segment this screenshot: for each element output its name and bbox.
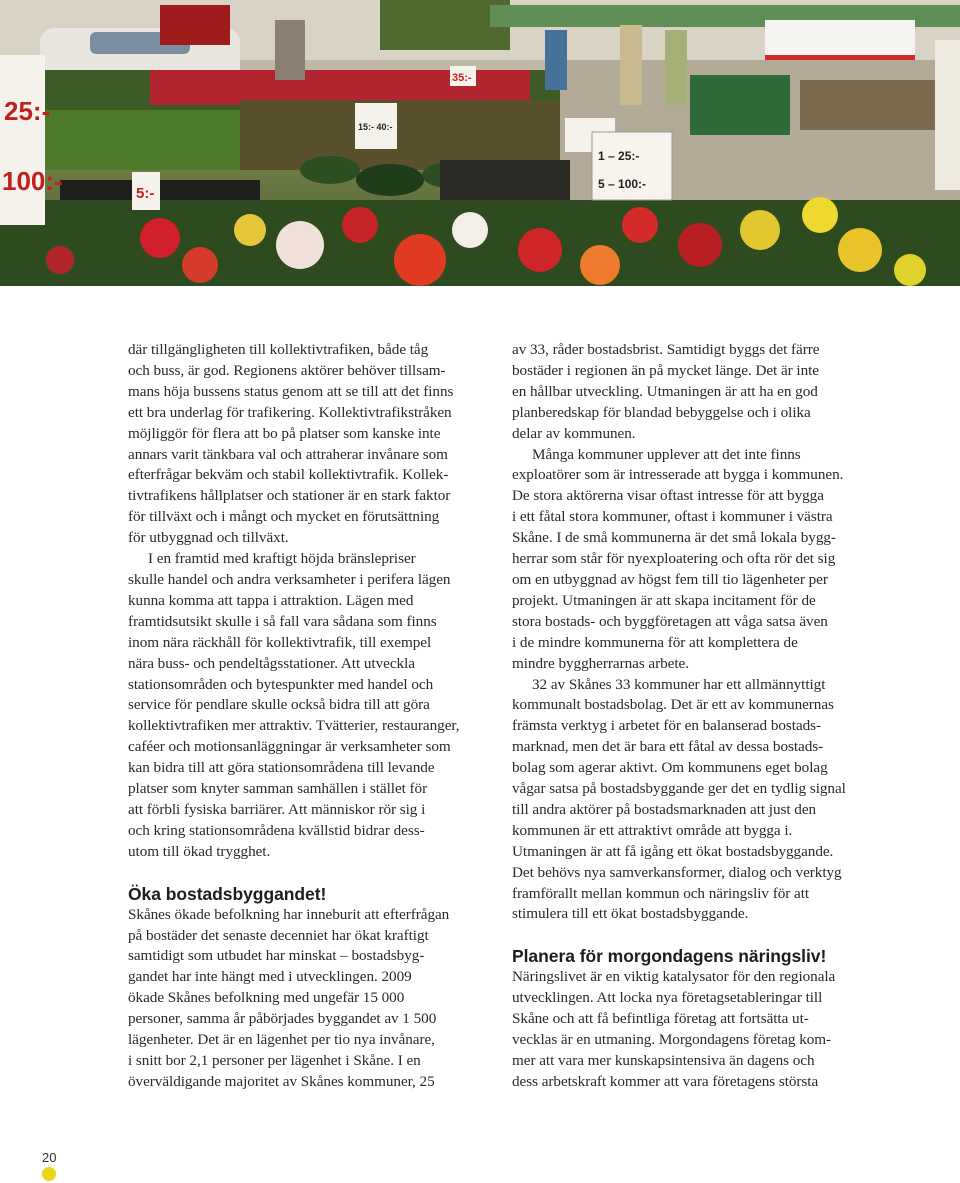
- text-line: Näringslivet är en viktig katalysator för den regionala: [512, 968, 836, 986]
- svg-text:100:-: 100:-: [2, 166, 63, 196]
- text-line: service för pendlare skulle också bidra till att göra: [128, 696, 430, 714]
- text-line: vecklas är en utmaning. Morgondagens företag kom-: [512, 1031, 832, 1049]
- text-line: kommunen är ett attraktivt område att bygga i.: [512, 821, 793, 839]
- text-line: nära buss- och pendeltågsstationer. Att utveckla: [128, 654, 415, 672]
- page-number: 20: [42, 1150, 57, 1165]
- text-line: i ett fåtal stora kommuner, oftast i kommuner i västra: [512, 508, 833, 526]
- svg-text:15:- 40:-: 15:- 40:-: [358, 122, 393, 132]
- text-line: Skåne. I de små kommunerna är det små lokala bygg-: [512, 529, 836, 547]
- text-line: stimulera till ett ökat bostadsbyggande.: [512, 905, 749, 923]
- text-line: stationsområden och bytespunkter med handel och: [128, 675, 434, 693]
- text-line: och buss, är god. Regionens aktörer behöver tillsam-: [128, 361, 446, 379]
- paragraph: [512, 675, 872, 926]
- text-line: skulle handel och andra verksamheter i perifera lägen: [128, 570, 451, 588]
- text-line: I en framtid med kraftigt höjda bränslepriser: [148, 550, 416, 568]
- text-line: exploatörer som är intresserade att bygga i kommunen.: [512, 466, 844, 484]
- text-line: där tillgängligheten till kollektivtrafiken, både tåg: [128, 341, 429, 358]
- text-line: framtidsutsikt skulle i så fall vara sådana som finns: [128, 612, 437, 630]
- text-line: projekt. Utmaningen är att skapa incitament för de: [512, 591, 816, 609]
- text-line: marknad, men det är bara ett fåtal av dessa bostads-: [512, 738, 824, 756]
- text-line: kunna komma att tappa i attraktion. Lägen med: [128, 591, 414, 609]
- section-heading: Öka bostadsbyggandet!: [128, 883, 327, 904]
- text-line: 32 av Skånes 33 kommuner har ett allmännyttigt: [532, 675, 826, 693]
- paragraph: [512, 967, 872, 1092]
- paragraph: [512, 340, 872, 445]
- accent-dot: [42, 1167, 56, 1181]
- text-line: att förbli fysiska barriärer. Att människor rör sig i: [128, 800, 426, 818]
- text-line: för utbyggnad och tillväxt.: [128, 529, 289, 547]
- text-line: Utmaningen är att få igång ett ökat bostadsbyggande.: [512, 842, 834, 860]
- text-line: Många kommuner upplever att det inte finns: [532, 445, 801, 463]
- text-line: annars varit tänkbara val och attraherar invånare som: [128, 445, 448, 463]
- svg-text:1 – 25:-: 1 – 25:-: [598, 149, 640, 163]
- section-heading: Planera för morgondagens näringsliv!: [512, 946, 827, 967]
- text-line: om en utbyggnad av högst fem till tio lägenheter per: [512, 570, 828, 588]
- market-photo: [0, 0, 960, 286]
- text-line: ett bra underlag för trafikering. Kollektivtrafikstråken: [128, 403, 452, 421]
- svg-text:5:-: 5:-: [136, 185, 155, 202]
- text-line: i de mindre kommunerna för att komplettera de: [512, 633, 798, 651]
- text-line: De stora aktörerna visar oftast intresse för att bygga: [512, 487, 824, 505]
- text-line: tivtrafikens hållplatser och stationer är en stark faktor: [128, 487, 451, 505]
- text-line: kollektivtrafiken mer attraktiv. Tvätterier, restauranger,: [128, 717, 460, 735]
- right-column: [512, 340, 872, 1093]
- text-line: kommunalt bostadsbolag. Det är ett av kommunernas: [512, 696, 834, 714]
- text-line: planberedskap för blandad bebyggelse och i olika: [512, 403, 811, 421]
- text-line: ökade Skånes befolkning med ungefär 15 000: [128, 989, 405, 1007]
- text-line: utom till ökad trygghet.: [128, 842, 271, 860]
- text-line: möjliggör för flera att bo på platser som kanske inte: [128, 424, 441, 442]
- text-line: dess arbetskraft kommer att vara företagens största: [512, 1072, 819, 1090]
- market-photo-illustration: [0, 0, 960, 286]
- text-line: framförallt mellan kommun och näringsliv för att: [512, 884, 810, 902]
- text-line: och kring stationsområdena kvällstid bidrar dess-: [128, 821, 425, 839]
- svg-text:25:-: 25:-: [4, 96, 51, 126]
- text-line: Skånes ökade befolkning har inneburit att efterfrågan: [128, 905, 450, 923]
- text-line: samtidigt som utbudet har minskat – bostadsbyg-: [128, 947, 425, 965]
- paragraph: [512, 445, 872, 675]
- text-line: gandet har inte hängt med i utvecklingen. 2009: [128, 968, 412, 986]
- text-line: herrar som står för nyexploatering och ofta rör det sig: [512, 550, 836, 568]
- text-line: lägenheter. Det är en lägenhet per tio nya invånare,: [128, 1031, 435, 1049]
- text-line: stora bostads- och byggföretagen att våga satsa även: [512, 612, 828, 630]
- text-line: till andra aktörer på bostadsmarknaden att just den: [512, 800, 817, 818]
- text-line: mindre byggherrarnas arbete.: [512, 654, 689, 672]
- text-line: utvecklingen. Att locka nya företagsetableringar till: [512, 989, 823, 1007]
- text-line: överväldigande majoritet av Skånes kommuner, 25: [128, 1072, 435, 1090]
- paragraph: [128, 549, 484, 863]
- text-line: inom nära räckhåll för kollektivtrafik, till exempel: [128, 633, 432, 651]
- text-line: delar av kommunen.: [512, 424, 636, 442]
- text-line: vågar satsa på bostadsbyggande ger det en tydlig signal: [512, 780, 846, 798]
- text-line: i snitt bor 2,1 personer per lägenhet i Skåne. I en: [128, 1052, 421, 1069]
- paragraph: [128, 340, 484, 549]
- text-line: efterfrågar bekväm och stabil kollektivtrafik. Kollek-: [128, 466, 449, 484]
- text-line: för tillväxt och i mångt och mycket en förutsättning: [128, 508, 440, 526]
- text-line: mans höja bussens status genom att se till att det finns: [128, 382, 454, 400]
- text-line: Skåne och att få befintliga företag att fortsätta ut-: [512, 1010, 809, 1028]
- text-line: Det behövs nya samverkansformer, dialog och verktyg: [512, 863, 842, 881]
- price-sign: [450, 66, 476, 86]
- text-line: en hållbar utveckling. Utmaningen är att ha en god: [512, 382, 818, 400]
- text-line: på bostäder det senaste decenniet har ökat kraftigt: [128, 926, 429, 944]
- text-line: av 33, råder bostadsbrist. Samtidigt byggs det färre: [512, 341, 820, 358]
- price-sign: [355, 103, 397, 149]
- text-line: bostäder i regionen än på mycket länge. Det är inte: [512, 361, 819, 379]
- left-column: [128, 340, 484, 1093]
- text-line: personer, samma år påbörjades byggandet av 1 500: [128, 1010, 437, 1028]
- svg-text:35:-: 35:-: [452, 72, 472, 84]
- svg-text:5 – 100:-: 5 – 100:-: [598, 177, 647, 191]
- text-line: mer att vara mer kunskapsintensiva än dagens och: [512, 1052, 815, 1069]
- text-line: caféer och motionsanläggningar är verksamheter som: [128, 738, 451, 756]
- text-line: platser som knyter samman samhällen i stället för: [128, 780, 428, 798]
- text-line: kan bidra till att göra stationsområdena till levande: [128, 759, 435, 777]
- paragraph: [128, 905, 484, 1093]
- text-line: bolag som agerar aktivt. Om kommunens eget bolag: [512, 759, 828, 777]
- price-sign: [132, 172, 160, 210]
- text-line: främsta verktyg i arbetet för en balanserad bostads-: [512, 717, 822, 735]
